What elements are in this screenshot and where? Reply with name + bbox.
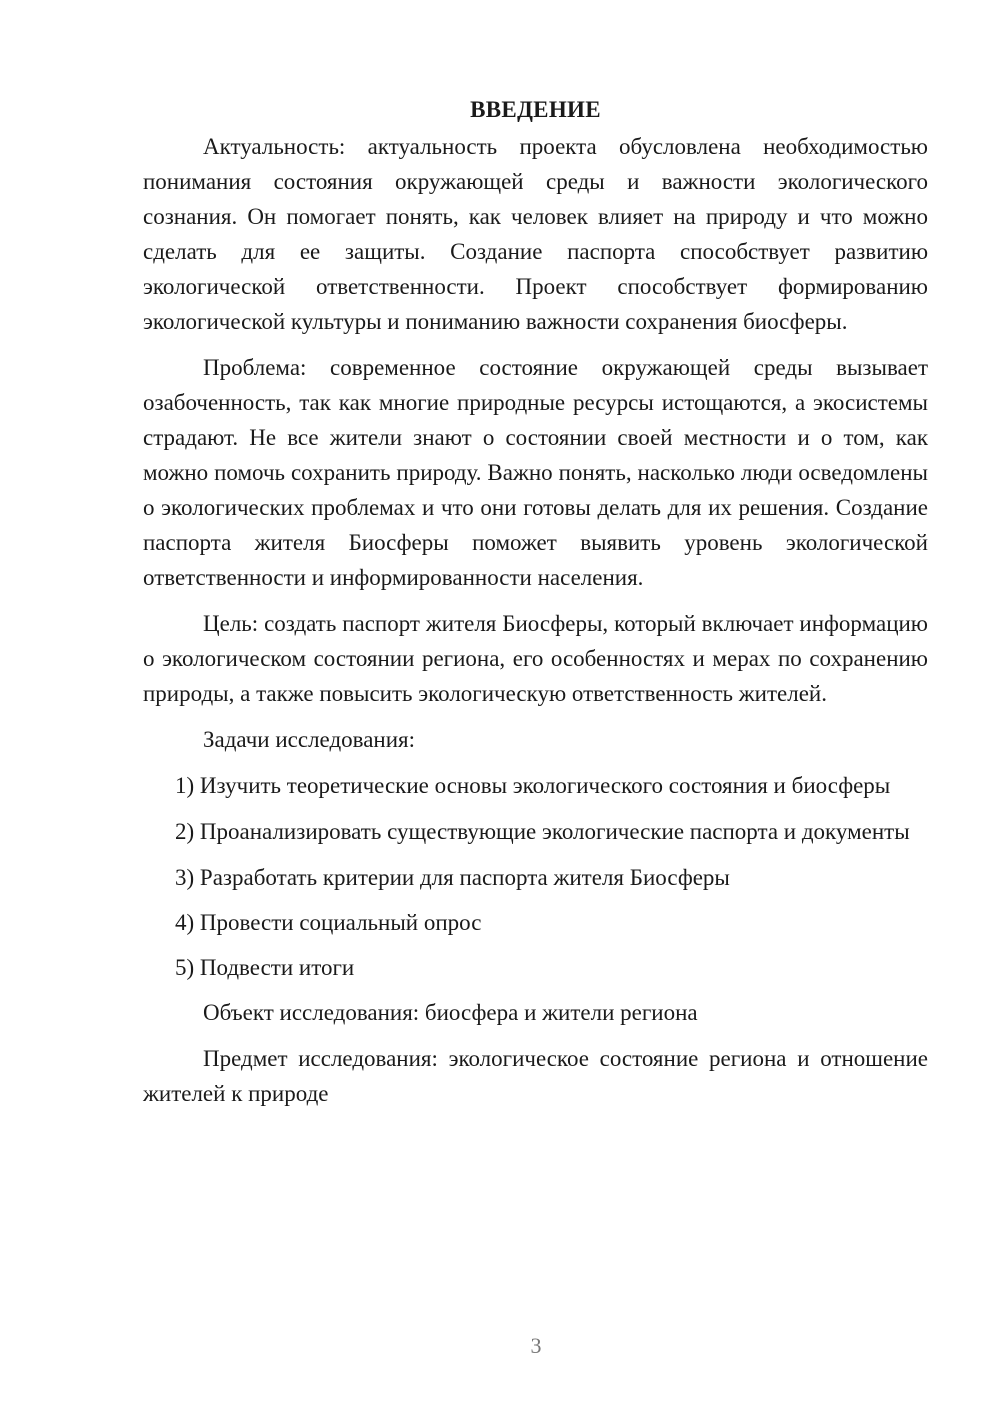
relevance-paragraph: Актуальность: актуальность проекта обусловлена необходимостью понимания состояния окружающей среды и важности экологического сознания. Он помогает понять, как человек влияет на природу и что можно сделать для ее защиты. Создание паспорта способствует развитию экологической ответственности. Проект способствует формированию экологической культуры и пониманию важности сохранения биосферы. [143,134,928,334]
page-title: ВВЕДЕНИЕ [470,97,601,122]
task-item-4: 4) Провести социальный опрос [175,910,482,935]
task-item-3: 3) Разработать критерии для паспорта жителя Биосферы [175,865,730,890]
research-object-paragraph: Объект исследования: биосфера и жители региона [203,1000,698,1025]
task-item-5: 5) Подвести итоги [175,955,355,980]
page-body [143,92,928,1122]
tasks-heading: Задачи исследования: [203,727,416,752]
task-item-1: 1) Изучить теоретические основы экологического состояния и биосферы [175,773,891,798]
page-number: 3 [530,1333,542,1358]
research-subject-paragraph: Предмет исследования: экологическое состояние региона и отношение жителей к природе [143,1046,928,1106]
goal-paragraph: Цель: создать паспорт жителя Биосферы, который включает информацию о экологическом состоянии региона, его особенностях и мерах по сохранению природы, а также повысить экологическую ответственность жителей. [143,611,928,706]
task-item-2: 2) Проанализировать существующие экологические паспорта и документы [175,819,910,844]
problem-paragraph: Проблема: современное состояние окружающей среды вызывает озабоченность, так как многие природные ресурсы истощаются, а экосистемы страдают. Не все жители знают о состоянии своей местности и о том, как можно помочь сохранить природу. Важно понять, насколько люди осведомлены о экологических проблемах и что они готовы делать для их решения. Создание паспорта жителя Биосферы поможет выявить уровень экологической ответственности и информированности населения. [143,355,928,590]
